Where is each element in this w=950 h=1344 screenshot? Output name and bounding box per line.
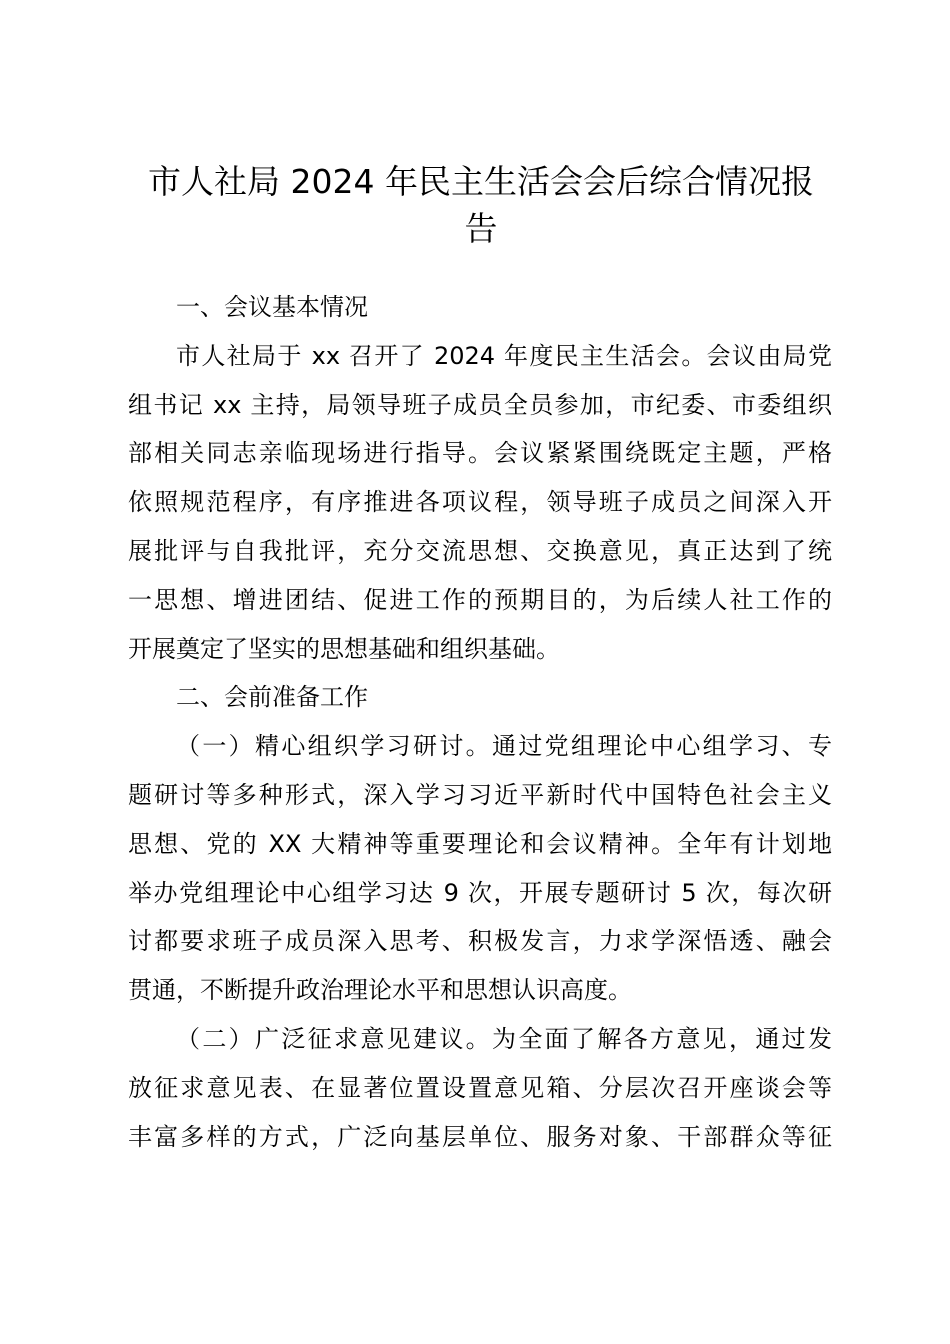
paragraph-line: 组书记 xx 主持，局领导班子成员全员参加，市纪委、市委组织 <box>128 390 832 419</box>
title-line-2: 告 <box>464 209 498 248</box>
paragraph-line: 放征求意见表、在显著位置设置意见箱、分层次召开座谈会等 <box>128 1073 832 1102</box>
paragraph-line: 题研讨等多种形式，深入学习习近平新时代中国特色社会主义 <box>128 780 832 809</box>
section-heading-meeting-overview: 一、会议基本情况 <box>176 293 368 321</box>
document-body <box>128 283 832 1161</box>
paragraph-meeting-overview <box>128 332 832 674</box>
paragraph-line: 开展奠定了坚实的思想基础和组织基础。 <box>128 634 560 663</box>
paragraph-solicit-opinions <box>128 1015 832 1161</box>
document-title <box>128 158 834 252</box>
paragraph-line: 丰富多样的方式，广泛向基层单位、服务对象、干部群众等征 <box>128 1122 832 1151</box>
paragraph-line: 讨都要求班子成员深入思考、积极发言，力求学深悟透、融会 <box>128 927 832 956</box>
paragraph-line: （一）精心组织学习研讨。通过党组理论中心组学习、专 <box>176 732 832 761</box>
paragraph-study-discussion <box>128 722 832 1015</box>
title-line-1: 市人社局 2024 年民主生活会会后综合情况报 <box>148 162 814 201</box>
section-heading-preparation: 二、会前准备工作 <box>176 683 368 712</box>
paragraph-line: 依照规范程序，有序推进各项议程，领导班子成员之间深入开 <box>128 488 832 517</box>
paragraph-line: 举办党组理论中心组学习达 9 次，开展专题研讨 5 次，每次研 <box>128 878 832 907</box>
paragraph-line: 市人社局于 xx 召开了 2024 年度民主生活会。会议由局党 <box>176 341 832 370</box>
paragraph-line: （二）广泛征求意见建议。为全面了解各方意见，通过发 <box>176 1024 832 1053</box>
paragraph-line: 贯通，不断提升政治理论水平和思想认识高度。 <box>128 976 632 1005</box>
paragraph-line: 部相关同志亲临现场进行指导。会议紧紧围绕既定主题，严格 <box>128 439 832 468</box>
paragraph-line: 展批评与自我批评，充分交流思想、交换意见，真正达到了统 <box>128 536 832 565</box>
paragraph-line: 思想、党的 XX 大精神等重要理论和会议精神。全年有计划地 <box>128 829 832 858</box>
paragraph-line: 一思想、增进团结、促进工作的预期目的，为后续人社工作的 <box>128 585 832 614</box>
